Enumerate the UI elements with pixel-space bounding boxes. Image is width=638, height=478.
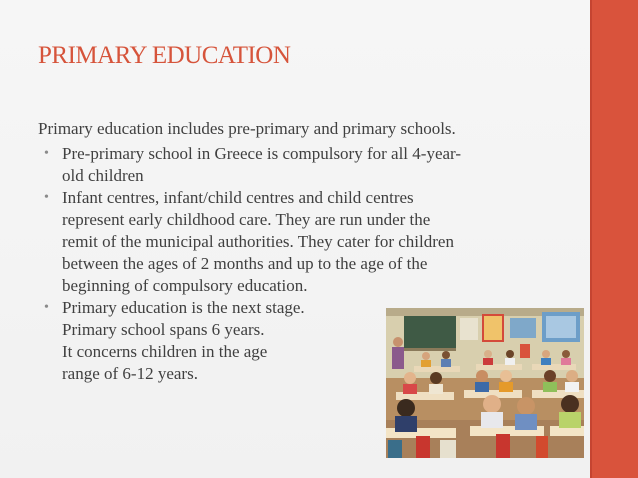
- bullet-line: Infant centres, infant/child centres and child centres: [62, 188, 414, 207]
- bullet-item-2: [38, 187, 598, 297]
- bullet-line: beginning of compulsory education.: [62, 276, 308, 295]
- bullet-line: remit of the municipal authorities. They cater for children: [62, 232, 454, 251]
- classroom-illustration: [386, 308, 584, 458]
- bullet-line: represent early childhood care. They are run under the: [62, 210, 431, 229]
- bullet-line: between the ages of 2 months and up to the age of the: [62, 254, 428, 273]
- intro-paragraph: Primary education includes pre-primary and primary schools.: [38, 119, 456, 138]
- bullet-line: Primary school spans 6 years.: [62, 320, 265, 339]
- bullet-line: old children: [62, 166, 144, 185]
- bullet-line: range of 6-12 years.: [62, 364, 198, 383]
- bullet-icon: •: [44, 146, 49, 161]
- slide-title: PRIMARY EDUCATION: [38, 42, 291, 69]
- bullet-line: It concerns children in the age: [62, 342, 268, 361]
- bullet-line: Pre-primary school in Greece is compulsory for all 4-year-: [62, 144, 462, 163]
- bullet-line: Primary education is the next stage.: [62, 298, 305, 317]
- classroom-photo: [386, 308, 584, 458]
- bullet-icon: •: [44, 190, 49, 205]
- bullet-item-1: [38, 143, 598, 187]
- bullet-icon: •: [44, 300, 49, 315]
